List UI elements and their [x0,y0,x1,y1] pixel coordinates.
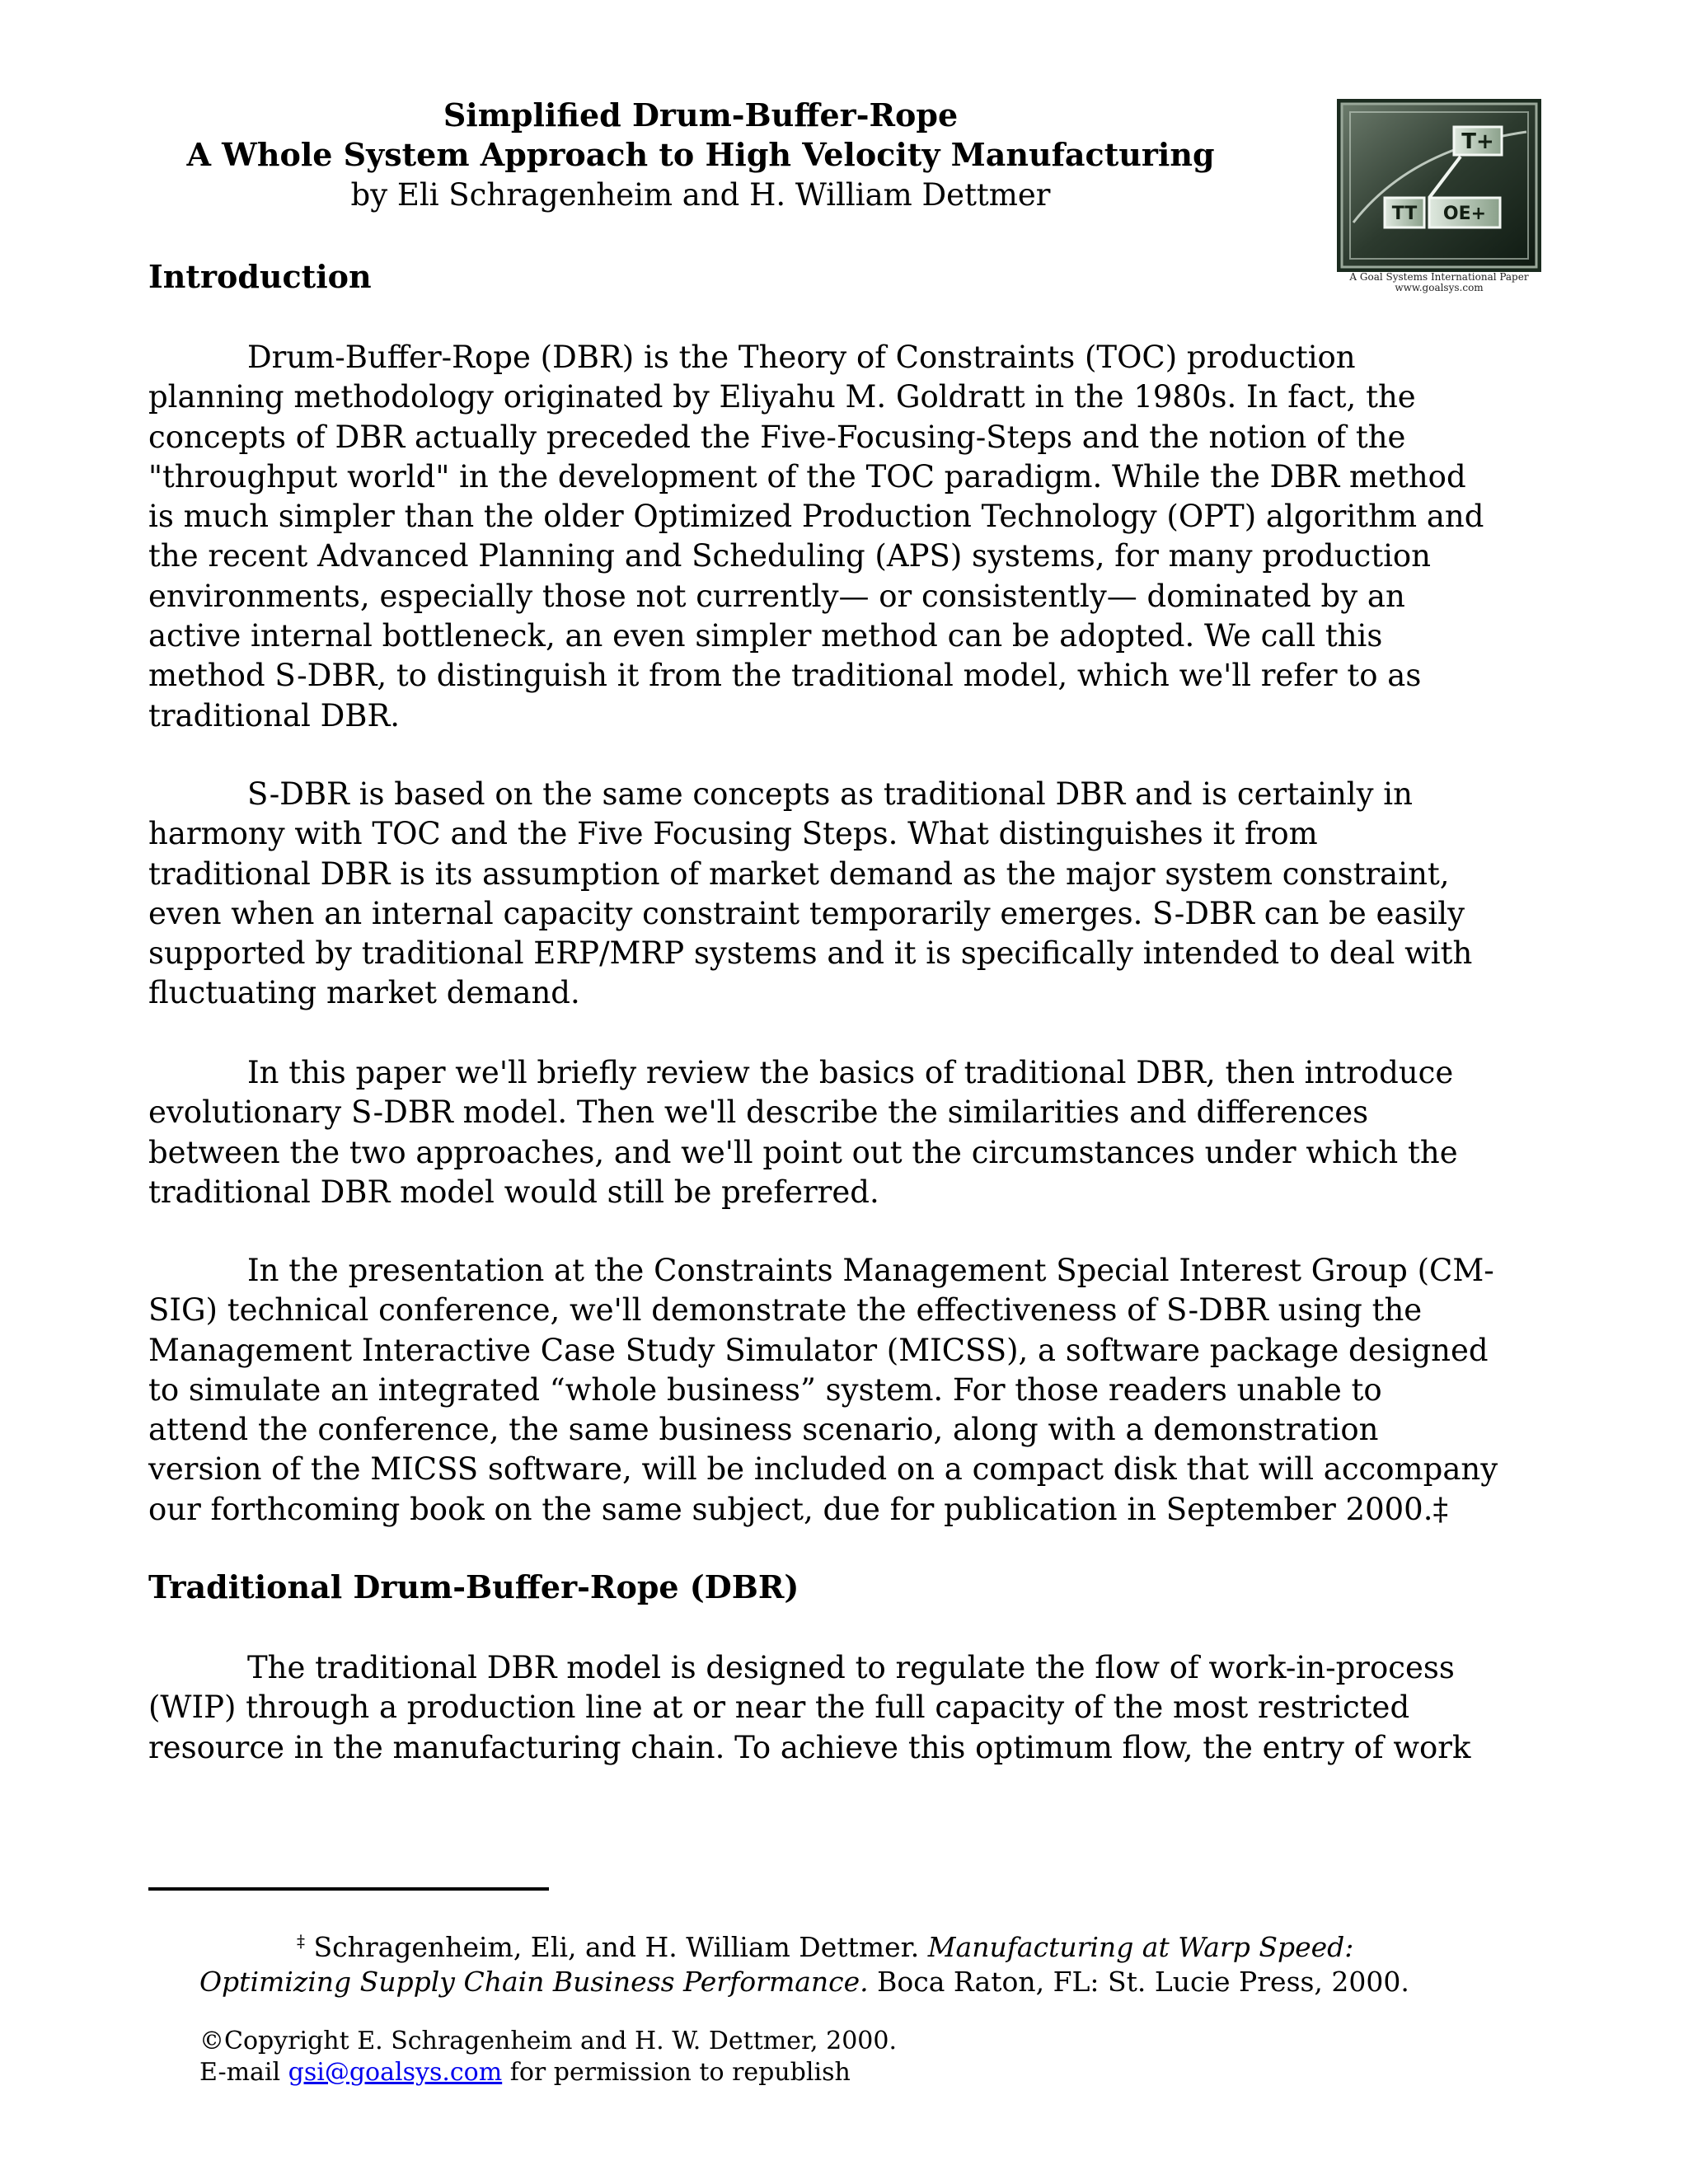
svg-text:OE+: OE+ [1442,204,1487,224]
paragraph-line: to simulate an integrated “whole business” system. For those readers unable to [148,1371,1382,1408]
footnote-line-1 [148,1924,1550,1965]
paragraph-line: supported by traditional ERP/MRP systems and it is specifically intended to deal with [148,935,1473,972]
paragraph-line: method S-DBR, to distinguish it from the traditional model, which we'll refer to as [148,658,1422,694]
footnote [148,1924,1550,1999]
logo-caption-line2: www.goalsys.com [1395,282,1484,293]
author-line: by Eli Schragenheim and H. William Dettmer [350,177,1051,213]
paragraph-line: our forthcoming book on the same subject, due for publication in September 2000.‡ [148,1491,1448,1527]
footnote-book-title-2: Optimizing Supply Chain Business Performance. [199,1966,869,1998]
paragraph-line: resource in the manufacturing chain. To achieve this optimum flow, the entry of work [148,1729,1471,1765]
paragraph-line: traditional DBR model would still be preferred. [148,1174,879,1210]
paragraph-line: attend the conference, the same business scenario, along with a demonstration [148,1412,1379,1448]
paragraph-line: S-DBR is based on the same concepts as traditional DBR and is certainly in [247,776,1413,812]
svg-text:T+: T+ [1461,129,1494,154]
paragraph-intro-2 [148,775,1550,1014]
paragraph-line: In this paper we'll briefly review the basics of traditional DBR, then introduce [247,1055,1454,1090]
email-suffix: for permission to republish [502,2058,851,2087]
logo-caption-line1: A Goal Systems International Paper [1349,271,1529,283]
footnote-authors: Schragenheim, Eli, and H. William Dettmer. [305,1931,928,1963]
paragraph-line: SIG) technical conference, we'll demonstrate the effectiveness of S-DBR using the [148,1292,1423,1329]
copyright-line: ©Copyright E. Schragenheim and H. W. Dettmer, 2000. [199,2027,897,2055]
email-link[interactable]: gsi@goalsys.com [288,2058,503,2087]
copyright-block [199,2026,897,2088]
paragraph-intro-1 [148,338,1550,736]
section-heading-traditional-dbr: Traditional Drum-Buffer-Rope (DBR) [148,1568,799,1605]
email-line [199,2057,897,2088]
paragraph-line: traditional DBR. [148,697,401,733]
paragraph-line: Drum-Buffer-Rope (DBR) is the Theory of Constraints (TOC) production [247,340,1356,375]
paragraph-line: version of the MICSS software, will be included on a compact disk that will accompany [148,1451,1498,1488]
footnote-line-2 [148,1965,1550,1999]
footnote-publisher: Boca Raton, FL: St. Lucie Press, 2000. [868,1966,1409,1998]
footnote-mark: ‡ [297,1931,305,1951]
paragraph-line: traditional DBR is its assumption of market demand as the major system constraint, [148,855,1450,892]
paragraph-line: Management Interactive Case Study Simulator (MICSS), a software package designed [148,1332,1489,1368]
paragraph-line: the recent Advanced Planning and Scheduling (APS) systems, for many production [148,538,1432,574]
document-title: Simplified Drum-Buffer-Rope [443,96,959,134]
paragraph-line: evolutionary S-DBR model. Then we'll describe the similarities and differences [148,1094,1369,1131]
paragraph-intro-4 [148,1251,1550,1530]
email-prefix: E-mail [199,2058,288,2087]
paragraph-line: (WIP) through a production line at or near the full capacity of the most restricted [148,1690,1410,1726]
paragraph-line: In the presentation at the Constraints Management Special Interest Group (CM- [247,1253,1494,1288]
paragraph-line: "throughput world" in the development of the TOC paradigm. While the DBR method [148,458,1466,494]
paragraph-dbr-1 [148,1648,1550,1768]
logo-caption [1327,272,1551,293]
paragraph-line: even when an internal capacity constraint temporarily emerges. S-DBR can be easily [148,895,1465,931]
paragraph-line: concepts of DBR actually preceded the Five-Focusing-Steps and the notion of the [148,419,1406,455]
svg-text:TT: TT [1391,204,1418,224]
document-subtitle: A Whole System Approach to High Velocity Manufacturing [186,136,1215,173]
goal-systems-logo-icon [1337,99,1541,272]
paragraph-line: fluctuating market demand. [148,975,580,1011]
paragraph-intro-3 [148,1053,1550,1212]
paragraph-line: active internal bottleneck, an even simpler method can be adopted. We call this [148,618,1383,654]
section-heading-introduction: Introduction [148,258,372,295]
paragraph-line: planning methodology originated by Eliyahu M. Goldratt in the 1980s. In fact, the [148,379,1416,415]
paragraph-line: between the two approaches, and we'll point out the circumstances under which the [148,1134,1458,1170]
paragraph-line: harmony with TOC and the Five Focusing Steps. What distinguishes it from [148,816,1318,852]
paragraph-line: is much simpler than the older Optimized Production Technology (OPT) algorithm and [148,499,1484,535]
footnote-divider [148,1887,549,1891]
footnote-book-title-1: Manufacturing at Warp Speed: [927,1931,1354,1963]
paragraph-line: The traditional DBR model is designed to regulate the flow of work-in-process [247,1650,1455,1685]
paragraph-line: environments, especially those not currently— or consistently— dominated by an [148,578,1405,614]
title-block [148,96,1253,216]
